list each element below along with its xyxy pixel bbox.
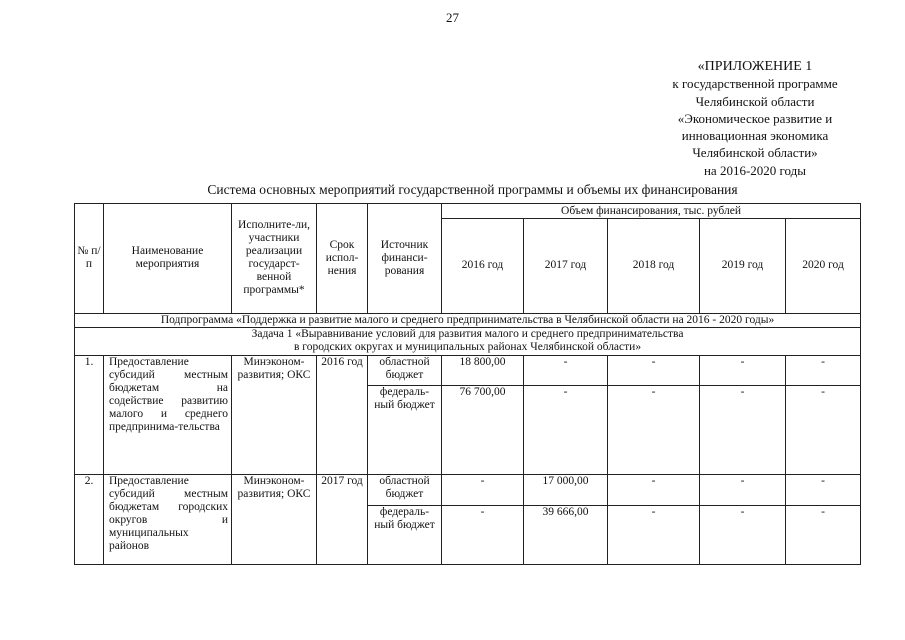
amount-cell: - — [608, 385, 700, 474]
amount-cell: - — [608, 475, 700, 505]
term: 2016 год — [317, 355, 368, 475]
amount-cell: - — [786, 385, 861, 474]
amount-cell: 17 000,00 — [524, 475, 608, 505]
measure-name: Предоставление субсидий местным бюджетам городских округов и муниципальных районов — [104, 475, 232, 565]
task-line: Задача 1 «Выравнивание условий для развития малого и среднего предпринимательства — [251, 328, 684, 341]
amount-cell: - — [608, 355, 700, 385]
appendix-title: «ПРИЛОЖЕНИЕ 1 — [697, 59, 813, 74]
amount-cell: - — [700, 475, 786, 505]
amount-cell: - — [442, 505, 524, 564]
funding-table — [74, 203, 861, 565]
executors: Минэконом-развития; ОКС — [232, 355, 317, 475]
appendix-line: «Экономическое развитие и — [677, 110, 833, 126]
page-number: 27 — [446, 10, 459, 25]
amount-cell: - — [524, 385, 608, 474]
amount-cell: 18 800,00 — [442, 355, 524, 385]
amount-cell: - — [700, 505, 786, 564]
appendix-line: инновационная экономика — [681, 128, 829, 144]
term: 2017 год — [317, 475, 368, 565]
header-year: 2020 год — [786, 219, 861, 314]
header-year: 2018 год — [608, 219, 700, 314]
amount-cell: - — [700, 355, 786, 385]
appendix-line: к государственной программе — [672, 76, 838, 92]
amount-cell: 39 666,00 — [524, 505, 608, 564]
appendix-header — [620, 58, 890, 179]
header-source: Источник финанси-рования — [368, 204, 442, 314]
header-term: Срок испол-нения — [317, 204, 368, 314]
header-year: 2017 год — [524, 219, 608, 314]
row-number: 1. — [75, 355, 104, 475]
row-number: 2. — [75, 475, 104, 565]
appendix-line: Челябинской области — [695, 93, 815, 109]
amount-cell: - — [786, 475, 861, 505]
task-row — [75, 327, 861, 355]
funding-source: федераль-ный бюджет — [368, 385, 442, 474]
appendix-line: на 2016-2020 годы — [703, 162, 807, 178]
amount-cell: - — [442, 475, 524, 505]
appendix-line: Челябинской области» — [692, 145, 818, 161]
amount-cell: - — [524, 355, 608, 385]
amount-cell: - — [786, 355, 861, 385]
funding-source: областной бюджет — [368, 475, 442, 505]
amount-cell: - — [608, 505, 700, 564]
header-year: 2019 год — [700, 219, 786, 314]
header-number: № п/п — [75, 204, 104, 314]
amount-cell: - — [786, 505, 861, 564]
header-name: Наименование мероприятия — [104, 204, 232, 314]
amount-cell: 76 700,00 — [442, 385, 524, 474]
measure-name: Предоставление субсидий местным бюджетам на содействие развитию малого и среднего предпринима-тельства — [104, 355, 232, 475]
header-funding-group: Объем финансирования, тыс. рублей — [442, 204, 861, 219]
subprogram-row: Подпрограмма «Поддержка и развитие малого и среднего предпринимательства в Челябинской области на 2016 - 2020 годы» — [75, 313, 861, 327]
task-line: в городских округах и муниципальных районах Челябинской области» — [293, 341, 642, 354]
header-year: 2016 год — [442, 219, 524, 314]
funding-source: федераль-ный бюджет — [368, 505, 442, 564]
funding-source: областной бюджет — [368, 355, 442, 385]
executors: Минэконом-развития; ОКС — [232, 475, 317, 565]
header-executors: Исполните-ли, участники реализации государст-венной программы* — [232, 204, 317, 314]
table-title: Система основных мероприятий государственной программы и объемы их финансирования — [207, 182, 738, 197]
amount-cell: - — [700, 385, 786, 474]
